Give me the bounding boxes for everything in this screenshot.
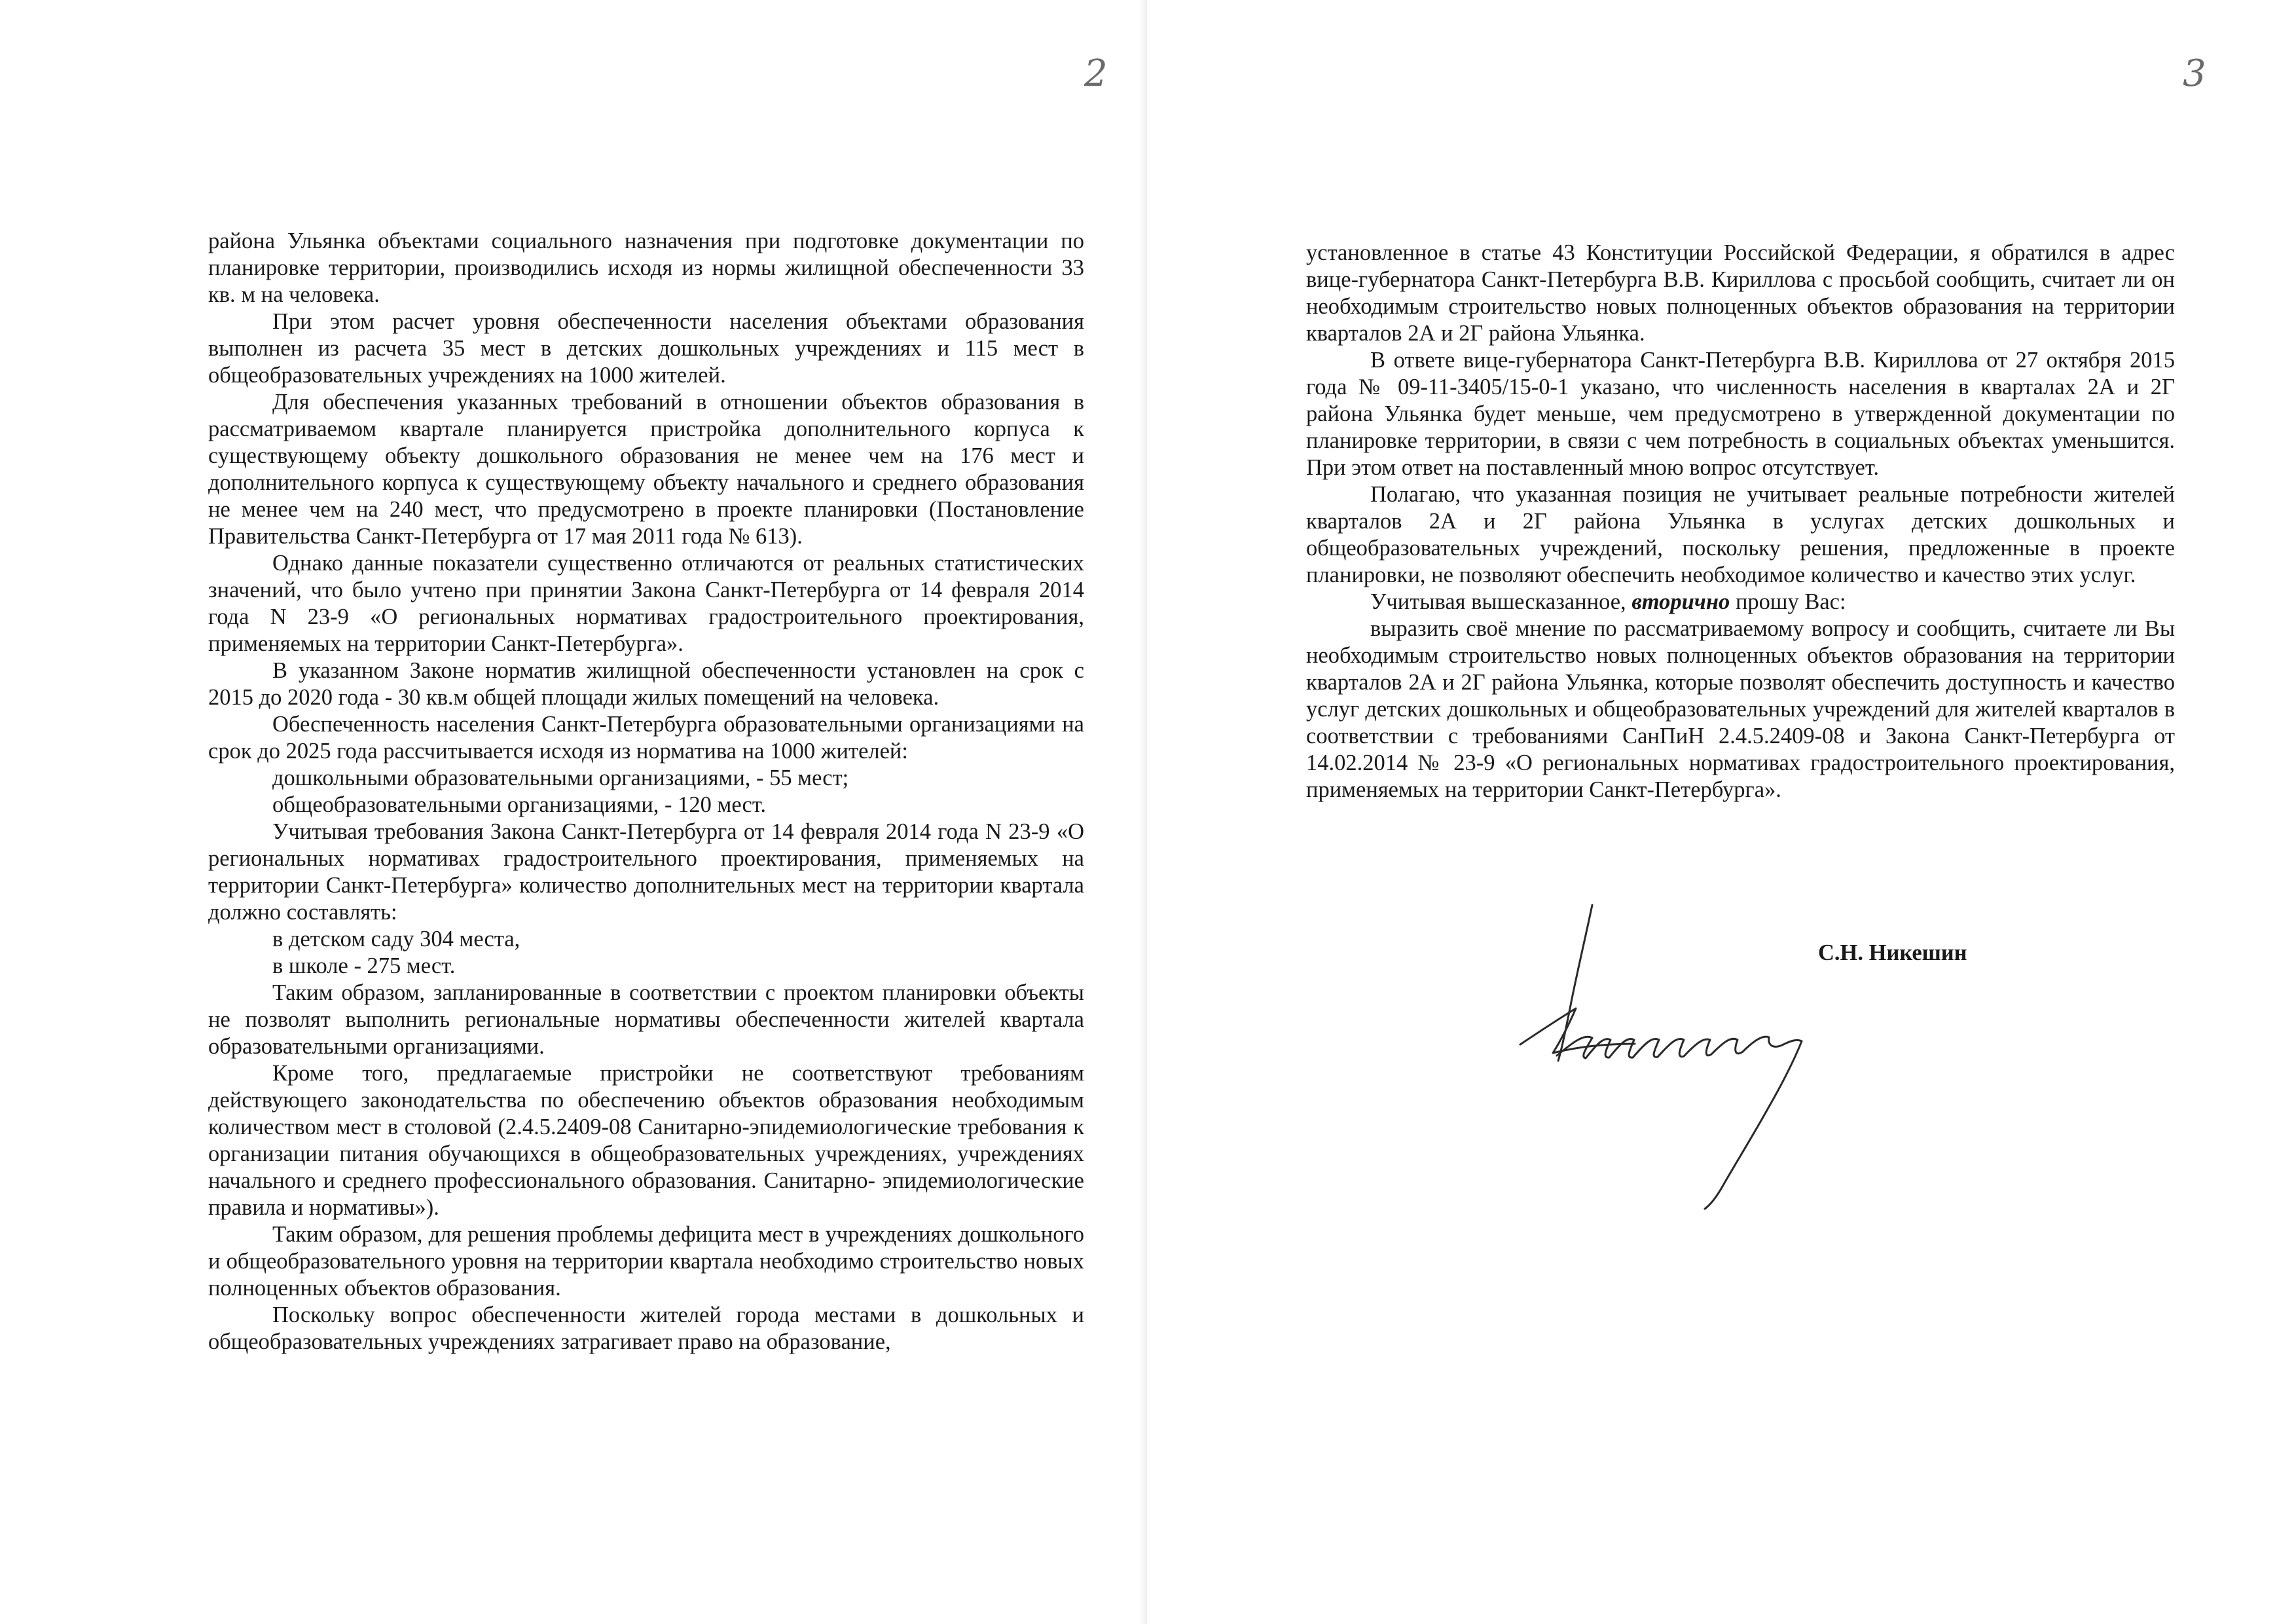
page-2 [0, 0, 1147, 1624]
paragraph: В указанном Законе норматив жилищной обеспеченности установлен на срок с 2015 до 2020 года - 30 кв.м общей площади жилых помещений на человека. [208, 658, 1084, 710]
paragraph [1306, 589, 2175, 616]
paragraph: Учитывая требования Закона Санкт-Петербурга от 14 февраля 2014 года N 23-9 «О региональных нормативах градостроительного проектирования, применяемых на территории Санкт-Петербурга» количество дополнительных мест на территории квартала должно составлять: [208, 819, 1084, 925]
page-number: 3 [2183, 52, 2206, 95]
paragraph: в школе - 275 мест. [272, 953, 456, 978]
paragraph: Таким образом, запланированные в соответствии с проектом планировки объекты не позволят выполнить региональные нормативы обеспеченности жителей квартала образовательными организациями. [208, 980, 1084, 1059]
paragraph: Кроме того, предлагаемые пристройки не соответствуют требованиям действующего законодательства по обеспечению объектов образования необходимым количеством мест в столовой (2.4.5.2409-08 Санитарно-эпидемиологические требования к организации питания обучающихся в общеобразовательных учреждениях, учреждениях начального и среднего профессионального образования. Санитарно- эпидемиологические правила и нормативы»). [208, 1061, 1084, 1220]
paragraph: выразить своё мнение по рассматриваемому вопросу и сообщить, считаете ли Вы необходимым строительство новых полноценных объектов образования на территории кварталов 2А и 2Г района Ульянка, которые позволят обеспечить доступность и качество услуг детских дошкольных и общеобразовательных учреждений для жителей кварталов в соответствии с требованиями СанПиН 2.4.5.2409-08 и Закона Санкт-Петербурга от 14.02.2014 № 23-9 «О региональных нормативах градостроительного проектирования, применяемых на территории Санкт-Петербурга». [1306, 616, 2175, 802]
paragraph: Для обеспечения указанных требований в отношении объектов образования в рассматриваемом квартале планируется пристройка дополнительного корпуса к существующему объекту дошкольного образования не менее чем на 176 мест и дополнительного корпуса к существующему объекту начального и среднего образования не менее чем на 240 мест, что предусмотрено в проекте планировки (Постановление Правительства Санкт-Петербурга от 17 мая 2011 года № 613). [208, 390, 1084, 549]
emphasis-text: вторично [1631, 589, 1730, 614]
paragraph: Таким образом, для решения проблемы дефицита мест в учреждениях дошкольного и общеобразовательного уровня на территории квартала необходимо строительство новых полноценных объектов образования. [208, 1222, 1084, 1301]
paragraph: общеобразовательными организациями, - 120 мест. [272, 792, 766, 817]
paragraph: Обеспеченность населения Санкт-Петербурга образовательными организациями на срок до 2025 года рассчитывается исходя из норматива на 1000 жителей: [208, 712, 1084, 764]
paragraph: дошкольными образовательными организациями, - 55 мест; [272, 766, 849, 790]
paragraph: В ответе вице-губернатора Санкт-Петербурга В.В. Кириллова от 27 октября 2015 года № 09-11-3405/15-0-1 указано, что численность населения в кварталах 2А и 2Г района Ульянка будет меньше, чем предусмотрено в утвержденной документации по планировке территории, в связи с чем потребность в социальных объектах уменьшится. При этом ответ на поставленный мною вопрос отсутствует. [1306, 348, 2175, 480]
paragraph: При этом расчет уровня обеспеченности населения объектами образования выполнен из расчета 35 мест в детских дошкольных учреждениях и 115 мест в общеобразовательных учреждениях на 1000 жителей. [208, 309, 1084, 388]
page-number: 2 [1084, 52, 1108, 95]
paragraph: в детском саду 304 места, [272, 927, 520, 951]
page-body [1306, 240, 2175, 803]
page-body [208, 228, 1084, 1356]
paragraph-text: прошу Вас: [1730, 589, 1846, 614]
paragraph-text: Учитывая вышесказанное, [1370, 589, 1632, 614]
paragraph: Полагаю, что указанная позиция не учитывает реальные потребности жителей кварталов 2А и 2Г района Ульянка в услугах детских дошкольных и общеобразовательных учреждений, поскольку решения, предложенные в проекте планировки, не позволяют обеспечить необходимое количество и качество этих услуг. [1306, 482, 2175, 587]
paragraph: района Ульянка объектами социального назначения при подготовке документации по планировке территории, производились исходя из нормы жилищной обеспеченности 33 кв. м на человека. [208, 229, 1084, 307]
signatory-name: С.Н. Никешин [1818, 940, 1967, 965]
page-3 [1147, 0, 2296, 1624]
paragraph: Однако данные показатели существенно отличаются от реальных статистических значений, что было учтено при принятии Закона Санкт-Петербурга от 14 февраля 2014 года N 23-9 «О региональных нормативах градостроительного проектирования, применяемых на территории Санкт-Петербурга». [208, 551, 1084, 656]
paragraph: Поскольку вопрос обеспеченности жителей города местами в дошкольных и общеобразовательных учреждениях затрагивает право на образование, [208, 1302, 1084, 1354]
paragraph: установленное в статье 43 Конституции Российской Федерации, я обратился в адрес вице-губернатора Санкт-Петербурга В.В. Кириллова с просьбой сообщить, считает ли он необходимым строительство новых полноценных объектов образования на территории кварталов 2А и 2Г района Ульянка. [1306, 240, 2175, 346]
